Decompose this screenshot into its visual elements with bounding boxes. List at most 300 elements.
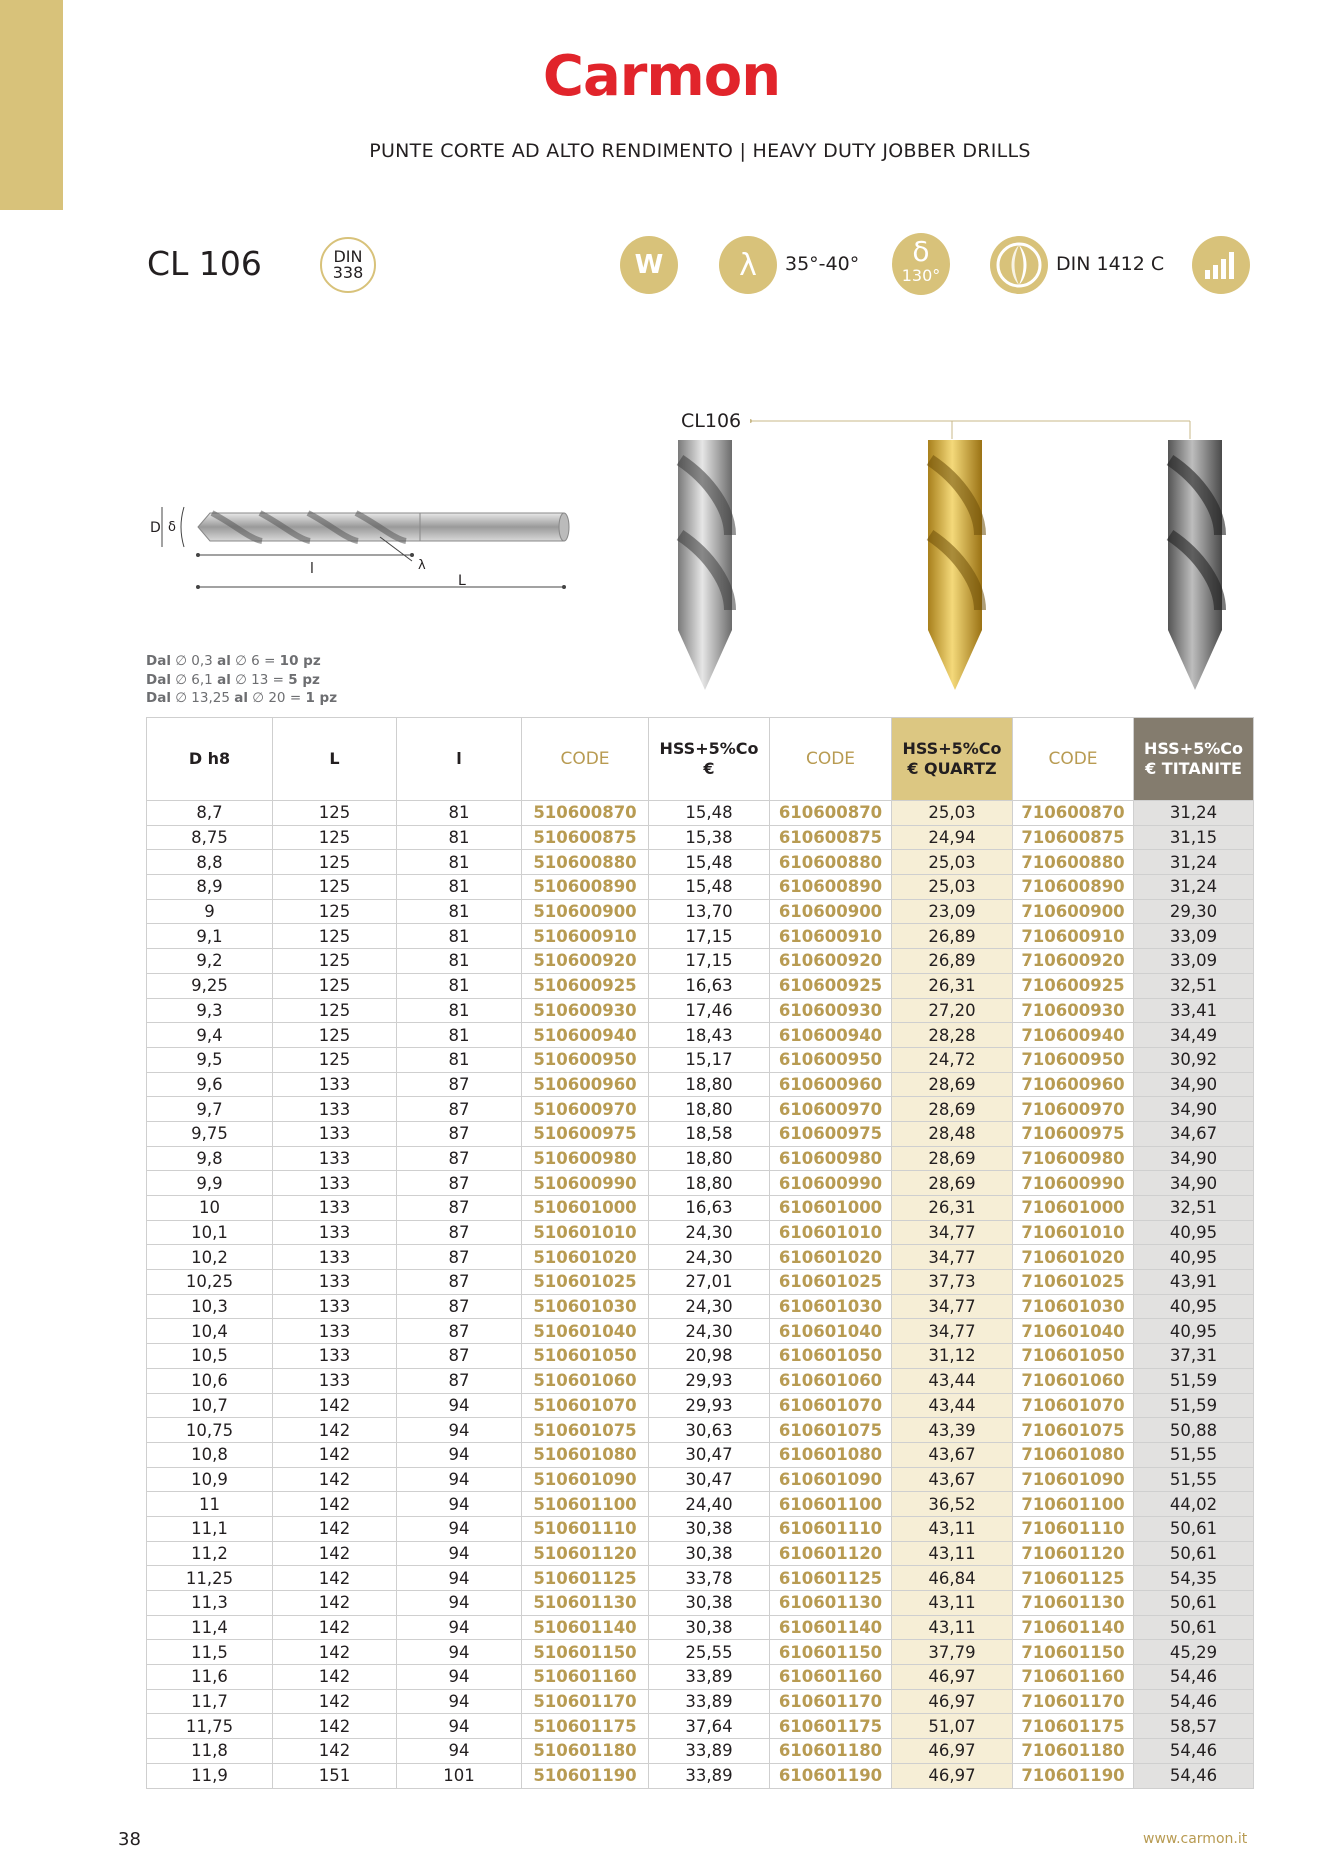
- price-titanite-cell: 33,09: [1134, 924, 1254, 949]
- diameter-cell: 11,3: [147, 1591, 273, 1616]
- header-line: € TITANITE: [1145, 759, 1242, 778]
- flute-length-cell: 87: [397, 1171, 522, 1196]
- code-hss-cell: 510601100: [522, 1492, 649, 1517]
- diameter-cell: 10,2: [147, 1245, 273, 1270]
- price-titanite-cell: 31,15: [1134, 825, 1254, 850]
- table-row: [147, 1171, 1254, 1196]
- price-quartz-cell: 43,67: [892, 1442, 1013, 1467]
- code-hss-cell: 510600930: [522, 998, 649, 1023]
- code-hss-cell: 510600970: [522, 1097, 649, 1122]
- code-quartz-cell: 610600900: [770, 899, 892, 924]
- packaging-info: [146, 652, 337, 708]
- flute-length-cell: 94: [397, 1615, 522, 1640]
- price-titanite-cell: 34,90: [1134, 1072, 1254, 1097]
- code-quartz-cell: 610601110: [770, 1516, 892, 1541]
- code-titanite-cell: 710601170: [1013, 1689, 1134, 1714]
- total-length-cell: 133: [273, 1196, 397, 1221]
- din-badge-line2: 338: [332, 263, 364, 282]
- code-quartz-cell: 610601010: [770, 1220, 892, 1245]
- code-hss-cell: 510601040: [522, 1319, 649, 1344]
- code-hss-cell: 510600940: [522, 1023, 649, 1048]
- diameter-cell: 9,4: [147, 1023, 273, 1048]
- diagram-d-label: D: [150, 520, 161, 536]
- table-row: [147, 1294, 1254, 1319]
- flute-length-cell: 87: [397, 1319, 522, 1344]
- material-w-icon: [620, 236, 678, 294]
- code-quartz-cell: 610601075: [770, 1418, 892, 1443]
- table-row: [147, 1492, 1254, 1517]
- flute-length-cell: 94: [397, 1566, 522, 1591]
- point-angle-value: 130°: [901, 266, 941, 285]
- total-length-cell: 133: [273, 1368, 397, 1393]
- code-titanite-cell: 710601180: [1013, 1739, 1134, 1764]
- product-label: CL106: [681, 410, 742, 432]
- price-hss-cell: 30,47: [649, 1442, 770, 1467]
- total-length-cell: 142: [273, 1739, 397, 1764]
- total-length-cell: 133: [273, 1121, 397, 1146]
- table-row: [147, 1566, 1254, 1591]
- flute-length-cell: 94: [397, 1393, 522, 1418]
- total-length-cell: 142: [273, 1689, 397, 1714]
- total-length-cell: 133: [273, 1294, 397, 1319]
- price-quartz-cell: 51,07: [892, 1714, 1013, 1739]
- code-titanite-cell: 710600960: [1013, 1072, 1134, 1097]
- table-row: [147, 998, 1254, 1023]
- code-quartz-cell: 610601030: [770, 1294, 892, 1319]
- diagram-lambda-label: λ: [418, 558, 426, 573]
- price-quartz-cell: 28,28: [892, 1023, 1013, 1048]
- price-titanite-cell: 51,55: [1134, 1467, 1254, 1492]
- flute-length-cell: 94: [397, 1591, 522, 1616]
- code-titanite-cell: 710600980: [1013, 1146, 1134, 1171]
- price-quartz-cell: 43,44: [892, 1368, 1013, 1393]
- price-titanite-cell: 58,57: [1134, 1714, 1254, 1739]
- total-length-cell: 151: [273, 1763, 397, 1788]
- code-hss-cell: 510601030: [522, 1294, 649, 1319]
- price-hss-cell: 15,48: [649, 875, 770, 900]
- price-quartz-cell: 25,03: [892, 850, 1013, 875]
- code-titanite-cell: 710600925: [1013, 973, 1134, 998]
- code-hss-cell: 510600925: [522, 973, 649, 998]
- price-titanite-cell: 34,90: [1134, 1097, 1254, 1122]
- diameter-cell: 8,7: [147, 801, 273, 826]
- flute-length-cell: 81: [397, 949, 522, 974]
- din-338-badge: [320, 237, 376, 293]
- code-hss-cell: 510601020: [522, 1245, 649, 1270]
- price-titanite-cell: 44,02: [1134, 1492, 1254, 1517]
- price-quartz-cell: 34,77: [892, 1220, 1013, 1245]
- flute-length-cell: 81: [397, 998, 522, 1023]
- price-hss-cell: 15,48: [649, 850, 770, 875]
- delta-symbol: δ: [912, 235, 930, 268]
- product-table: [146, 717, 1254, 1789]
- code-hss-cell: 510601140: [522, 1615, 649, 1640]
- price-hss-cell: 37,64: [649, 1714, 770, 1739]
- flute-length-cell: 87: [397, 1294, 522, 1319]
- code-hss-cell: 510600910: [522, 924, 649, 949]
- price-titanite-cell: 54,46: [1134, 1739, 1254, 1764]
- price-hss-cell: 30,38: [649, 1591, 770, 1616]
- header-line: € QUARTZ: [907, 759, 997, 778]
- code-titanite-cell: 710601020: [1013, 1245, 1134, 1270]
- diameter-cell: 9,5: [147, 1047, 273, 1072]
- diameter-cell: 9,3: [147, 998, 273, 1023]
- total-length-cell: 133: [273, 1220, 397, 1245]
- code-hss-cell: 510601175: [522, 1714, 649, 1739]
- diameter-cell: 9,2: [147, 949, 273, 974]
- diameter-cell: 10,75: [147, 1418, 273, 1443]
- code-quartz-cell: 610600870: [770, 801, 892, 826]
- total-length-cell: 142: [273, 1640, 397, 1665]
- price-hss-cell: 18,80: [649, 1072, 770, 1097]
- flute-length-cell: 87: [397, 1196, 522, 1221]
- price-titanite-cell: 51,55: [1134, 1442, 1254, 1467]
- price-quartz-cell: 37,73: [892, 1270, 1013, 1295]
- price-hss-cell: 33,89: [649, 1739, 770, 1764]
- price-hss-cell: 24,30: [649, 1220, 770, 1245]
- price-titanite-cell: 34,67: [1134, 1121, 1254, 1146]
- code-hss-cell: 510601075: [522, 1418, 649, 1443]
- code-titanite-cell: 710600900: [1013, 899, 1134, 924]
- code-hss-cell: 510600920: [522, 949, 649, 974]
- code-titanite-cell: 710600990: [1013, 1171, 1134, 1196]
- price-quartz-cell: 25,03: [892, 875, 1013, 900]
- price-titanite-cell: 34,90: [1134, 1146, 1254, 1171]
- price-hss-cell: 24,40: [649, 1492, 770, 1517]
- table-row: [147, 1146, 1254, 1171]
- diameter-cell: 11,7: [147, 1689, 273, 1714]
- code-hss-cell: 510600960: [522, 1072, 649, 1097]
- total-length-cell: 142: [273, 1516, 397, 1541]
- diameter-cell: 8,75: [147, 825, 273, 850]
- total-length-cell: 125: [273, 973, 397, 998]
- model-title: CL 106: [147, 244, 262, 283]
- price-quartz-cell: 24,72: [892, 1047, 1013, 1072]
- code-titanite-cell: 710601080: [1013, 1442, 1134, 1467]
- price-quartz-cell: 34,77: [892, 1319, 1013, 1344]
- diameter-cell: 10,9: [147, 1467, 273, 1492]
- code-quartz-cell: 610601050: [770, 1344, 892, 1369]
- price-titanite-cell: 40,95: [1134, 1220, 1254, 1245]
- diameter-cell: 10,25: [147, 1270, 273, 1295]
- table-row: [147, 1516, 1254, 1541]
- table-header-row: [147, 718, 1254, 801]
- code-titanite-cell: 710600880: [1013, 850, 1134, 875]
- table-row: [147, 1072, 1254, 1097]
- price-titanite-cell: 34,49: [1134, 1023, 1254, 1048]
- code-titanite-cell: 710601110: [1013, 1516, 1134, 1541]
- total-length-cell: 142: [273, 1665, 397, 1690]
- flute-length-cell: 87: [397, 1245, 522, 1270]
- brand-logo: Carmon: [542, 44, 781, 109]
- price-hss-cell: 13,70: [649, 899, 770, 924]
- total-length-cell: 125: [273, 924, 397, 949]
- flute-length-cell: 81: [397, 801, 522, 826]
- price-titanite-cell: 30,92: [1134, 1047, 1254, 1072]
- price-titanite-cell: 40,95: [1134, 1245, 1254, 1270]
- material-w-label: W: [634, 250, 664, 280]
- code-titanite-cell: 710601040: [1013, 1319, 1134, 1344]
- code-titanite-cell: 710601175: [1013, 1714, 1134, 1739]
- table-row: [147, 875, 1254, 900]
- code-quartz-cell: 610601175: [770, 1714, 892, 1739]
- price-hss-cell: 17,15: [649, 949, 770, 974]
- col-header-flute-length: l: [397, 718, 522, 801]
- flute-length-cell: 81: [397, 1047, 522, 1072]
- total-length-cell: 142: [273, 1591, 397, 1616]
- code-titanite-cell: 710601070: [1013, 1393, 1134, 1418]
- code-titanite-cell: 710601120: [1013, 1541, 1134, 1566]
- table-row: [147, 1047, 1254, 1072]
- code-titanite-cell: 710601060: [1013, 1368, 1134, 1393]
- table-row: [147, 1640, 1254, 1665]
- diameter-cell: 10,8: [147, 1442, 273, 1467]
- price-titanite-cell: 54,46: [1134, 1665, 1254, 1690]
- diameter-cell: 10,3: [147, 1294, 273, 1319]
- flute-length-cell: 87: [397, 1146, 522, 1171]
- col-header-price-titanite: [1134, 718, 1254, 801]
- price-hss-cell: 25,55: [649, 1640, 770, 1665]
- price-hss-cell: 33,78: [649, 1566, 770, 1591]
- code-hss-cell: 510601125: [522, 1566, 649, 1591]
- table-row: [147, 1689, 1254, 1714]
- lambda-symbol: λ: [739, 247, 757, 283]
- code-titanite-cell: 710600870: [1013, 801, 1134, 826]
- table-row: [147, 1541, 1254, 1566]
- diameter-cell: 11,5: [147, 1640, 273, 1665]
- table-row: [147, 1467, 1254, 1492]
- code-quartz-cell: 610600970: [770, 1097, 892, 1122]
- helix-angle-value: 35°-40°: [785, 253, 860, 275]
- diagram-L-label: L: [458, 573, 466, 589]
- flute-length-cell: 94: [397, 1467, 522, 1492]
- table-row: [147, 1418, 1254, 1443]
- price-hss-cell: 30,63: [649, 1418, 770, 1443]
- table-row: [147, 973, 1254, 998]
- packaging-line: Dal ∅ 6,1 al ∅ 13 = 5 pz: [146, 671, 320, 688]
- code-hss-cell: 510601110: [522, 1516, 649, 1541]
- code-hss-cell: 510601070: [522, 1393, 649, 1418]
- flute-length-cell: 81: [397, 924, 522, 949]
- price-quartz-cell: 37,79: [892, 1640, 1013, 1665]
- price-hss-cell: 33,89: [649, 1689, 770, 1714]
- table-row: [147, 1591, 1254, 1616]
- price-quartz-cell: 23,09: [892, 899, 1013, 924]
- total-length-cell: 142: [273, 1418, 397, 1443]
- col-header-code-quartz: CODE: [770, 718, 892, 801]
- diameter-cell: 9,6: [147, 1072, 273, 1097]
- flute-length-cell: 94: [397, 1640, 522, 1665]
- price-titanite-cell: 50,61: [1134, 1615, 1254, 1640]
- code-titanite-cell: 710601010: [1013, 1220, 1134, 1245]
- header-line: HSS+5%Co: [902, 739, 1002, 758]
- diameter-cell: 11,2: [147, 1541, 273, 1566]
- price-hss-cell: 29,93: [649, 1368, 770, 1393]
- flute-length-cell: 94: [397, 1714, 522, 1739]
- point-angle-icon: [892, 233, 950, 295]
- code-quartz-cell: 610601160: [770, 1665, 892, 1690]
- table-row: [147, 1121, 1254, 1146]
- drill-image-quartz: [920, 440, 990, 690]
- price-titanite-cell: 33,41: [1134, 998, 1254, 1023]
- code-hss-cell: 510600950: [522, 1047, 649, 1072]
- total-length-cell: 133: [273, 1097, 397, 1122]
- code-titanite-cell: 710601130: [1013, 1591, 1134, 1616]
- total-length-cell: 125: [273, 1023, 397, 1048]
- price-hss-cell: 17,15: [649, 924, 770, 949]
- price-hss-cell: 33,89: [649, 1665, 770, 1690]
- diameter-cell: 11,9: [147, 1763, 273, 1788]
- price-titanite-cell: 31,24: [1134, 850, 1254, 875]
- code-titanite-cell: 710601160: [1013, 1665, 1134, 1690]
- price-quartz-cell: 43,11: [892, 1516, 1013, 1541]
- table-row: [147, 1714, 1254, 1739]
- code-quartz-cell: 610600950: [770, 1047, 892, 1072]
- price-quartz-cell: 28,69: [892, 1171, 1013, 1196]
- code-hss-cell: 510600980: [522, 1146, 649, 1171]
- page-subtitle: PUNTE CORTE AD ALTO RENDIMENTO | HEAVY DUTY JOBBER DRILLS: [369, 140, 1031, 162]
- total-length-cell: 142: [273, 1615, 397, 1640]
- price-titanite-cell: 34,90: [1134, 1171, 1254, 1196]
- flute-length-cell: 87: [397, 1270, 522, 1295]
- flute-length-cell: 94: [397, 1665, 522, 1690]
- col-header-code-titanite: CODE: [1013, 718, 1134, 801]
- code-quartz-cell: 610601020: [770, 1245, 892, 1270]
- diameter-cell: 11,1: [147, 1516, 273, 1541]
- code-quartz-cell: 610601140: [770, 1615, 892, 1640]
- col-header-total-length: L: [273, 718, 397, 801]
- total-length-cell: 142: [273, 1541, 397, 1566]
- price-quartz-cell: 26,31: [892, 1196, 1013, 1221]
- page-number: 38: [118, 1829, 141, 1850]
- total-length-cell: 133: [273, 1245, 397, 1270]
- packaging-line: Dal ∅ 13,25 al ∅ 20 = 1 pz: [146, 690, 338, 706]
- code-hss-cell: 510601010: [522, 1220, 649, 1245]
- code-quartz-cell: 610600910: [770, 924, 892, 949]
- diameter-cell: 9,8: [147, 1146, 273, 1171]
- code-hss-cell: 510601080: [522, 1442, 649, 1467]
- flute-length-cell: 94: [397, 1689, 522, 1714]
- price-titanite-cell: 54,46: [1134, 1689, 1254, 1714]
- price-hss-cell: 15,38: [649, 825, 770, 850]
- price-quartz-cell: 36,52: [892, 1492, 1013, 1517]
- price-quartz-cell: 25,03: [892, 801, 1013, 826]
- price-titanite-cell: 50,61: [1134, 1591, 1254, 1616]
- code-quartz-cell: 610600930: [770, 998, 892, 1023]
- price-quartz-cell: 34,77: [892, 1245, 1013, 1270]
- diameter-cell: 11: [147, 1492, 273, 1517]
- diameter-cell: 9: [147, 899, 273, 924]
- total-length-cell: 142: [273, 1714, 397, 1739]
- price-quartz-cell: 46,97: [892, 1665, 1013, 1690]
- table-row: [147, 1442, 1254, 1467]
- flute-length-cell: 81: [397, 850, 522, 875]
- total-length-cell: 125: [273, 949, 397, 974]
- code-quartz-cell: 610601180: [770, 1739, 892, 1764]
- diagram-delta-label: δ: [168, 520, 176, 535]
- drill-image-hss: [670, 440, 740, 690]
- price-hss-cell: 24,30: [649, 1294, 770, 1319]
- total-length-cell: 125: [273, 801, 397, 826]
- diameter-cell: 9,1: [147, 924, 273, 949]
- code-titanite-cell: 710600975: [1013, 1121, 1134, 1146]
- diameter-cell: 10,1: [147, 1220, 273, 1245]
- table-row: [147, 850, 1254, 875]
- code-hss-cell: 510601130: [522, 1591, 649, 1616]
- price-hss-cell: 30,38: [649, 1541, 770, 1566]
- price-quartz-cell: 28,69: [892, 1072, 1013, 1097]
- code-quartz-cell: 610600890: [770, 875, 892, 900]
- flute-length-cell: 81: [397, 973, 522, 998]
- code-quartz-cell: 610600980: [770, 1146, 892, 1171]
- total-length-cell: 125: [273, 825, 397, 850]
- price-titanite-cell: 50,88: [1134, 1418, 1254, 1443]
- code-hss-cell: 510601050: [522, 1344, 649, 1369]
- packaging-line: Dal ∅ 0,3 al ∅ 6 = 10 pz: [146, 653, 321, 669]
- code-hss-cell: 510601120: [522, 1541, 649, 1566]
- table-row: [147, 1393, 1254, 1418]
- total-length-cell: 142: [273, 1393, 397, 1418]
- col-header-price-quartz: [892, 718, 1013, 801]
- diameter-cell: 9,25: [147, 973, 273, 998]
- code-hss-cell: 510601090: [522, 1467, 649, 1492]
- table-row: [147, 801, 1254, 826]
- code-titanite-cell: 710601190: [1013, 1763, 1134, 1788]
- code-quartz-cell: 610600880: [770, 850, 892, 875]
- header-line: €: [703, 759, 715, 778]
- flute-length-cell: 87: [397, 1368, 522, 1393]
- header-line: HSS+5%Co: [1143, 739, 1244, 758]
- price-quartz-cell: 43,11: [892, 1615, 1013, 1640]
- code-hss-cell: 510601025: [522, 1270, 649, 1295]
- code-hss-cell: 510601170: [522, 1689, 649, 1714]
- code-hss-cell: 510600890: [522, 875, 649, 900]
- code-quartz-cell: 610601090: [770, 1467, 892, 1492]
- code-titanite-cell: 710601150: [1013, 1640, 1134, 1665]
- code-titanite-cell: 710601090: [1013, 1467, 1134, 1492]
- flute-length-cell: 101: [397, 1763, 522, 1788]
- table-row: [147, 924, 1254, 949]
- price-hss-cell: 16,63: [649, 973, 770, 998]
- code-quartz-cell: 610600960: [770, 1072, 892, 1097]
- price-quartz-cell: 28,48: [892, 1121, 1013, 1146]
- price-quartz-cell: 46,97: [892, 1689, 1013, 1714]
- code-quartz-cell: 610601170: [770, 1689, 892, 1714]
- code-quartz-cell: 610601040: [770, 1319, 892, 1344]
- flute-length-cell: 94: [397, 1541, 522, 1566]
- table-row: [147, 1196, 1254, 1221]
- price-titanite-cell: 51,59: [1134, 1393, 1254, 1418]
- col-header-diameter: D h8: [147, 718, 273, 801]
- website-link[interactable]: www.carmon.it: [1143, 1831, 1248, 1847]
- table-row: [147, 1615, 1254, 1640]
- code-hss-cell: 510601000: [522, 1196, 649, 1221]
- drill-image-titanite: [1160, 440, 1230, 690]
- code-quartz-cell: 610601100: [770, 1492, 892, 1517]
- price-titanite-cell: 33,09: [1134, 949, 1254, 974]
- price-hss-cell: 33,89: [649, 1763, 770, 1788]
- code-quartz-cell: 610601080: [770, 1442, 892, 1467]
- code-hss-cell: 510600990: [522, 1171, 649, 1196]
- table-row: [147, 1245, 1254, 1270]
- total-length-cell: 133: [273, 1171, 397, 1196]
- flute-length-cell: 87: [397, 1072, 522, 1097]
- price-quartz-cell: 26,89: [892, 949, 1013, 974]
- code-quartz-cell: 610601190: [770, 1763, 892, 1788]
- table-row: [147, 1319, 1254, 1344]
- flute-length-cell: 81: [397, 825, 522, 850]
- price-hss-cell: 24,30: [649, 1245, 770, 1270]
